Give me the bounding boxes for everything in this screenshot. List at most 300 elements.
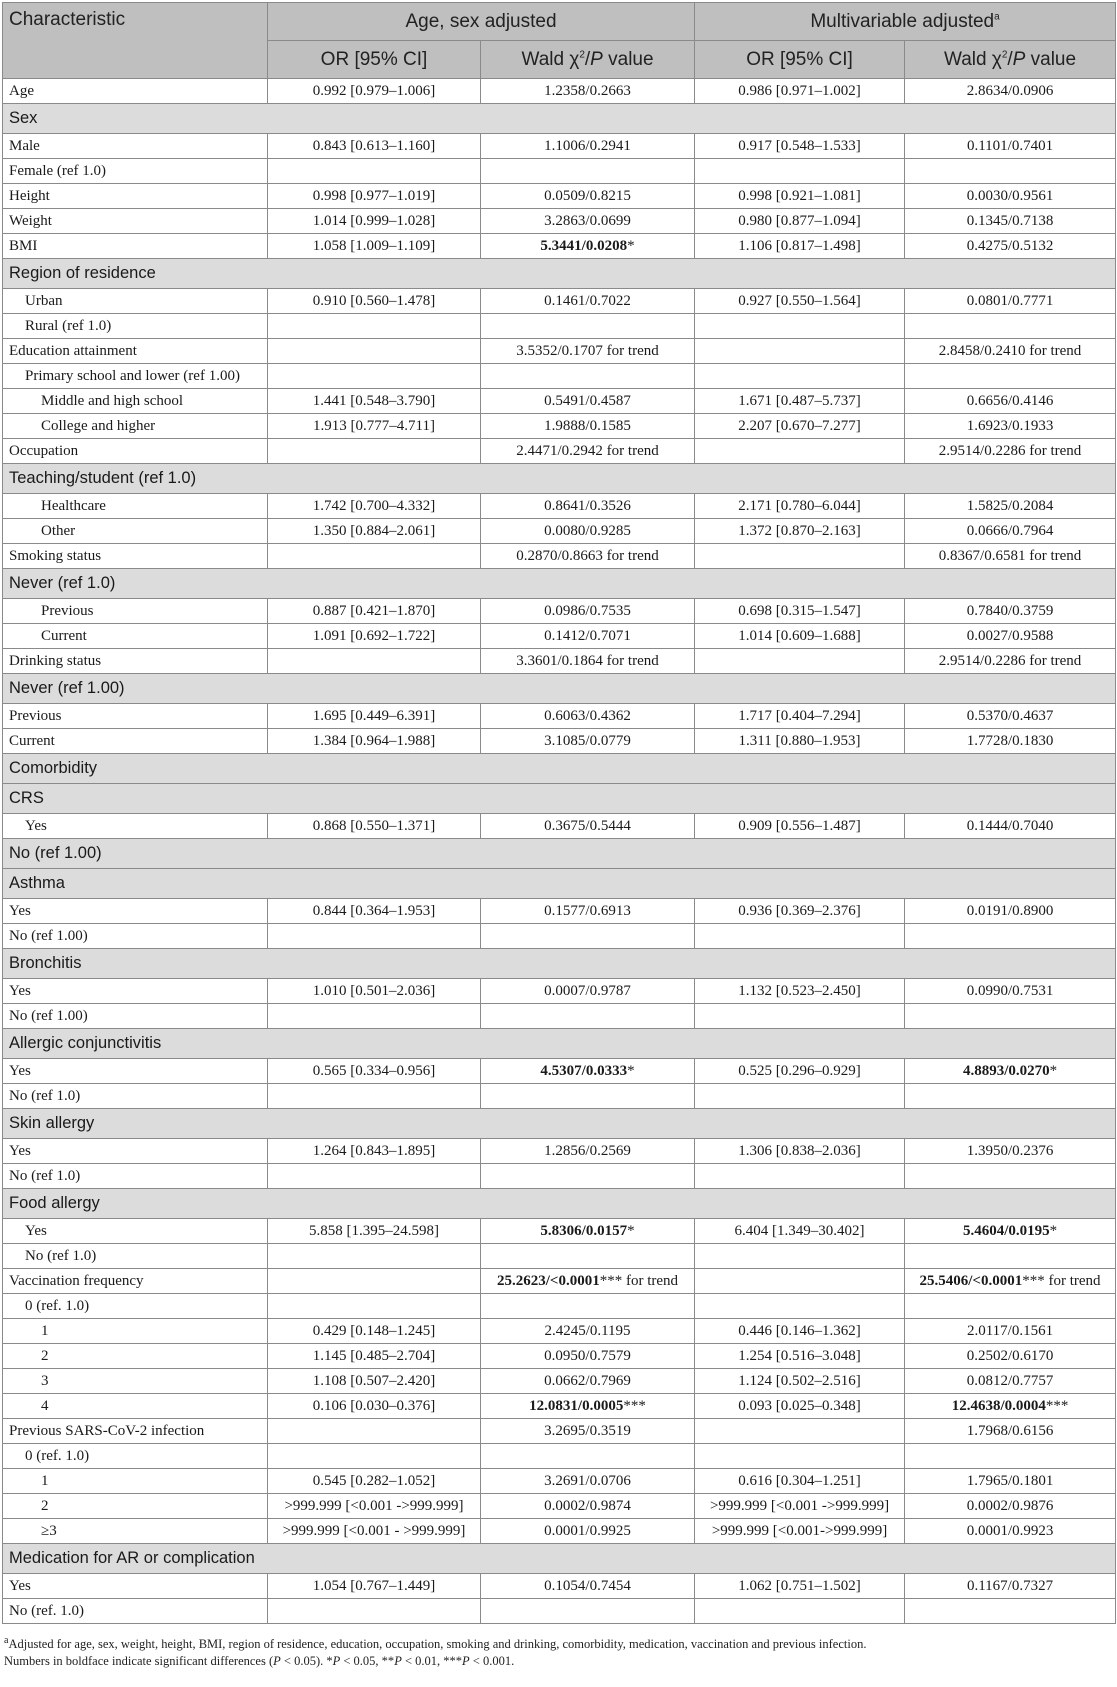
wald-value: 0.8367/0.6581 for trend [938, 548, 1082, 564]
or-ci-cell: 0.698 [0.315–1.547] [695, 599, 905, 624]
odds-ratio-table [2, 2, 1116, 1624]
row-label: 1 [3, 1469, 268, 1494]
wald-value: 0.0986/0.7535 [544, 603, 631, 619]
wald-value: 0.0509/0.8215 [544, 188, 631, 204]
wald-cell [905, 1519, 1116, 1544]
or-ci-cell: 1.717 [0.404–7.294] [695, 704, 905, 729]
wald-cell [481, 339, 695, 364]
or-ci-cell: 0.429 [0.148–1.245] [268, 1319, 481, 1344]
wald-superscript: 2 [1001, 49, 1008, 61]
or-ci-cell: 1.254 [0.516–3.048] [695, 1344, 905, 1369]
or-ci-cell [268, 1444, 481, 1469]
or-ci-cell [695, 439, 905, 464]
or-ci-cell: 2.171 [0.780–6.044] [695, 494, 905, 519]
wald-cell [481, 494, 695, 519]
wald-value: 0.0812/0.7757 [966, 1373, 1054, 1389]
row-label: Previous SARS-CoV-2 infection [3, 1419, 268, 1444]
row-label: BMI [3, 234, 268, 259]
footnote-p: P [462, 1654, 470, 1668]
table-row [3, 1004, 1116, 1029]
wald-cell [481, 1394, 695, 1419]
row-label: Other [3, 519, 268, 544]
or-ci-cell: 1.054 [0.767–1.449] [268, 1574, 481, 1599]
wald-cell [905, 234, 1116, 259]
wald-value: 3.2863/0.0699 [544, 213, 631, 229]
table-row [3, 159, 1116, 184]
wald-cell [481, 1164, 695, 1189]
footnote-adjustment [2, 1636, 1115, 1653]
significance-marker: *** [1045, 1398, 1069, 1414]
row-label: Healthcare [3, 494, 268, 519]
row-label: Age [3, 79, 268, 104]
wald-label: Wald χ [521, 48, 580, 70]
section-label: Bronchitis [3, 949, 1116, 979]
wald-value: 0.4275/0.5132 [966, 238, 1054, 254]
wald-value: 0.5370/0.4637 [966, 708, 1054, 724]
wald-cell [481, 439, 695, 464]
or-ci-cell [695, 544, 905, 569]
wald-cell [481, 1244, 695, 1269]
wald-cell [481, 1469, 695, 1494]
row-label: No (ref 1.0) [3, 1244, 268, 1269]
or-ci-cell: 0.106 [0.030–0.376] [268, 1394, 481, 1419]
wald-cell [905, 1369, 1116, 1394]
or-ci-cell [268, 1164, 481, 1189]
or-ci-cell [268, 1294, 481, 1319]
or-ci-cell [695, 1004, 905, 1029]
section-label: Asthma [3, 869, 1116, 899]
wald-cell [481, 1294, 695, 1319]
significant-value: 5.8306/0.0157 [540, 1223, 628, 1239]
or-ci-cell: 1.062 [0.751–1.502] [695, 1574, 905, 1599]
or-ci-cell [268, 364, 481, 389]
or-ci-cell: >999.999 [<0.001 ->999.999] [695, 1494, 905, 1519]
row-label: Yes [3, 1139, 268, 1164]
wald-cell [481, 1269, 695, 1294]
wald-value: 0.7840/0.3759 [966, 603, 1054, 619]
wald-value: 0.6656/0.4146 [966, 393, 1054, 409]
wald-value: 0.0001/0.9923 [966, 1523, 1054, 1539]
table-row [3, 234, 1116, 259]
row-label: 2 [3, 1494, 268, 1519]
or-ci-cell [268, 1004, 481, 1029]
row-label: College and higher [3, 414, 268, 439]
footnote-text: < 0.001. [469, 1654, 515, 1668]
table-row [3, 1444, 1116, 1469]
wald-cell [481, 1444, 695, 1469]
table-row [3, 1394, 1116, 1419]
wald-cell [905, 1164, 1116, 1189]
table-row [3, 1574, 1116, 1599]
or-ci-cell: 0.093 [0.025–0.348] [695, 1394, 905, 1419]
table-row [3, 1494, 1116, 1519]
or-ci-cell: 1.010 [0.501–2.036] [268, 979, 481, 1004]
wald-cell [481, 1059, 695, 1084]
table-row [3, 1084, 1116, 1109]
wald-cell [905, 134, 1116, 159]
section-label: Allergic conjunctivitis [3, 1029, 1116, 1059]
footnote-p: P [273, 1654, 281, 1668]
or-ci-cell: >999.999 [<0.001 ->999.999] [268, 1494, 481, 1519]
or-ci-cell [268, 1084, 481, 1109]
section-label: Never (ref 1.0) [3, 569, 1116, 599]
table-row [3, 1219, 1116, 1244]
or-ci-cell: 1.145 [0.485–2.704] [268, 1344, 481, 1369]
table-row [3, 979, 1116, 1004]
wald-cell [481, 729, 695, 754]
table-row [3, 1319, 1116, 1344]
wald-cell [481, 134, 695, 159]
or-ci-cell: 1.671 [0.487–5.737] [695, 389, 905, 414]
or-ci-cell: 1.913 [0.777–4.711] [268, 414, 481, 439]
results-table-container [2, 2, 1115, 1670]
table-row [3, 704, 1116, 729]
table-row [3, 414, 1116, 439]
wald-cell [905, 924, 1116, 949]
or-ci-cell: 1.124 [0.502–2.516] [695, 1369, 905, 1394]
significant-value: 12.4638/0.0004 [951, 1398, 1046, 1414]
or-ci-cell [695, 339, 905, 364]
wald-value: 1.7728/0.1830 [966, 733, 1054, 749]
wald-cell [905, 1244, 1116, 1269]
table-row [3, 624, 1116, 649]
wald-value: 0.1054/0.7454 [544, 1578, 631, 1594]
or-ci-cell [268, 1244, 481, 1269]
wald-cell [905, 979, 1116, 1004]
wald-cell [905, 209, 1116, 234]
wald-value: 1.7968/0.6156 [966, 1423, 1054, 1439]
table-row [3, 1244, 1116, 1269]
wald-value: 2.8634/0.0906 [966, 83, 1054, 99]
significant-value: 4.5307/0.0333 [540, 1063, 628, 1079]
section-row [3, 104, 1116, 134]
or-ci-cell [695, 649, 905, 674]
wald-value: 0.2502/0.6170 [966, 1348, 1054, 1364]
table-row [3, 364, 1116, 389]
table-body [3, 79, 1116, 1624]
wald-value: 2.4245/0.1195 [544, 1323, 631, 1339]
or-ci-cell: >999.999 [<0.001->999.999] [695, 1519, 905, 1544]
wald-value: 0.0027/0.9588 [966, 628, 1054, 644]
wald-value: 0.1577/0.6913 [544, 903, 631, 919]
or-ci-cell: 1.108 [0.507–2.420] [268, 1369, 481, 1394]
or-ci-cell [695, 314, 905, 339]
wald-cell [481, 1219, 695, 1244]
wald-cell [905, 899, 1116, 924]
or-ci-cell [695, 1444, 905, 1469]
wald-slash: / [584, 48, 591, 70]
wald-cell [481, 234, 695, 259]
or-ci-cell: 2.207 [0.670–7.277] [695, 414, 905, 439]
or-ci-cell: 0.986 [0.971–1.002] [695, 79, 905, 104]
wald-value: 0.6063/0.4362 [544, 708, 631, 724]
wald-cell [481, 414, 695, 439]
or-ci-cell [268, 1269, 481, 1294]
wald-value: 0.0030/0.9561 [966, 188, 1054, 204]
wald-cell [905, 649, 1116, 674]
or-ci-cell [695, 1244, 905, 1269]
or-ci-cell: 0.887 [0.421–1.870] [268, 599, 481, 624]
footnote-adjustment-text: Adjusted for age, sex, weight, height, BMI, region of residence, education, occupation, smoking and drinking, comorbidity, medication, vaccination and previous infection. [8, 1637, 867, 1651]
table-row [3, 519, 1116, 544]
footnote-text: < 0.01, *** [401, 1654, 463, 1668]
or-ci-cell [695, 1294, 905, 1319]
wald-cell [905, 364, 1116, 389]
or-ci-cell: 1.132 [0.523–2.450] [695, 979, 905, 1004]
section-row [3, 464, 1116, 494]
or-ci-cell: 0.910 [0.560–1.478] [268, 289, 481, 314]
row-label: Yes [3, 814, 268, 839]
footnote-text: < 0.05, ** [340, 1654, 395, 1668]
wald-value: 0.1461/0.7022 [544, 293, 631, 309]
wald-value: 0.1345/0.7138 [966, 213, 1054, 229]
wald-value: 0.0001/0.9925 [544, 1523, 631, 1539]
wald-value: 0.1167/0.7327 [966, 1578, 1054, 1594]
wald-cell [481, 364, 695, 389]
section-row [3, 674, 1116, 704]
wald-value: 0.1444/0.7040 [966, 818, 1054, 834]
wald-cell [481, 1519, 695, 1544]
row-label: 1 [3, 1319, 268, 1344]
wald-value: 1.5825/0.2084 [966, 498, 1054, 514]
wald-cell [481, 79, 695, 104]
wald-cell [481, 1344, 695, 1369]
table-row [3, 1164, 1116, 1189]
row-label: No (ref 1.0) [3, 1164, 268, 1189]
significant-value: 4.8893/0.0270 [962, 1063, 1050, 1079]
wald-cell [481, 1084, 695, 1109]
table-row [3, 289, 1116, 314]
wald-cell [905, 729, 1116, 754]
table-row [3, 899, 1116, 924]
footnote-marker: a [4, 1634, 9, 1646]
or-ci-cell [695, 1269, 905, 1294]
or-ci-cell: 0.525 [0.296–0.929] [695, 1059, 905, 1084]
table-row [3, 1599, 1116, 1624]
wald-cell [481, 1004, 695, 1029]
row-label: Yes [3, 899, 268, 924]
or-ci-cell [268, 339, 481, 364]
wald-value: 3.5352/0.1707 for trend [516, 343, 659, 359]
row-label: Drinking status [3, 649, 268, 674]
or-ci-cell [695, 1599, 905, 1624]
wald-value: 1.6923/0.1933 [966, 418, 1054, 434]
or-ci-cell: 0.844 [0.364–1.953] [268, 899, 481, 924]
footnote-significance [2, 1653, 1115, 1670]
section-label: Food allergy [3, 1189, 1116, 1219]
wald-value: 0.0080/0.9285 [544, 523, 631, 539]
or-ci-cell [268, 1419, 481, 1444]
row-label: Height [3, 184, 268, 209]
wald-cell [905, 599, 1116, 624]
or-ci-cell: 1.695 [0.449–6.391] [268, 704, 481, 729]
row-label: Middle and high school [3, 389, 268, 414]
table-row [3, 649, 1116, 674]
section-row [3, 1029, 1116, 1059]
or-ci-cell: 1.441 [0.548–3.790] [268, 389, 481, 414]
wald-value: 2.4471/0.2942 for trend [516, 443, 659, 459]
wald-value: 1.2358/0.2663 [544, 83, 631, 99]
wald-cell [905, 414, 1116, 439]
or-ci-cell: 1.306 [0.838–2.036] [695, 1139, 905, 1164]
table-row [3, 1469, 1116, 1494]
header-multivariable-label: Multivariable adjusted [810, 10, 995, 32]
header-characteristic: Characteristic [3, 3, 268, 79]
row-label: 4 [3, 1394, 268, 1419]
row-label: 2 [3, 1344, 268, 1369]
wald-value: 3.3601/0.1864 for trend [516, 653, 659, 669]
row-label: No (ref 1.00) [3, 1004, 268, 1029]
table-row [3, 1059, 1116, 1084]
row-label: 0 (ref. 1.0) [3, 1294, 268, 1319]
wald-cell [481, 899, 695, 924]
header-multivariable-adjusted [695, 3, 1116, 41]
or-ci-cell: 1.742 [0.700–4.332] [268, 494, 481, 519]
footnote-p: P [394, 1654, 402, 1668]
row-label: Rural (ref 1.0) [3, 314, 268, 339]
wald-cell [905, 1059, 1116, 1084]
row-label: Weight [3, 209, 268, 234]
row-label: Occupation [3, 439, 268, 464]
significance-marker: * [627, 1223, 635, 1239]
wald-p: P [590, 48, 603, 70]
significant-value: 12.0831/0.0005 [529, 1398, 624, 1414]
wald-cell [905, 289, 1116, 314]
or-ci-cell: 1.264 [0.843–1.895] [268, 1139, 481, 1164]
table-row [3, 924, 1116, 949]
section-row [3, 1189, 1116, 1219]
or-ci-cell: 0.843 [0.613–1.160] [268, 134, 481, 159]
or-ci-cell [268, 314, 481, 339]
significance-marker: * [1049, 1063, 1058, 1079]
section-row [3, 754, 1116, 784]
significance-marker: *** [623, 1398, 646, 1414]
wald-slash: / [1007, 48, 1013, 70]
wald-cell [905, 439, 1116, 464]
wald-cell [481, 1369, 695, 1394]
row-label: Smoking status [3, 544, 268, 569]
row-label: Yes [3, 1219, 268, 1244]
section-label: Sex [3, 104, 1116, 134]
or-ci-cell: 5.858 [1.395–24.598] [268, 1219, 481, 1244]
or-ci-cell [268, 159, 481, 184]
row-label: Current [3, 729, 268, 754]
wald-cell [481, 1574, 695, 1599]
wald-cell [481, 209, 695, 234]
row-label: Vaccination frequency [3, 1269, 268, 1294]
wald-value: value [602, 48, 654, 70]
or-ci-cell: 1.311 [0.880–1.953] [695, 729, 905, 754]
section-label: Skin allergy [3, 1109, 1116, 1139]
section-row [3, 569, 1116, 599]
table-row [3, 1344, 1116, 1369]
or-ci-cell: 0.616 [0.304–1.251] [695, 1469, 905, 1494]
or-ci-cell [268, 439, 481, 464]
significant-value: 25.2623/<0.0001 [496, 1273, 600, 1289]
or-ci-cell: 0.936 [0.369–2.376] [695, 899, 905, 924]
footnote-text: < 0.05). * [280, 1654, 333, 1668]
significance-marker: * [627, 238, 635, 254]
wald-cell [905, 1574, 1116, 1599]
significance-marker: * [1049, 1223, 1058, 1239]
table-row [3, 79, 1116, 104]
or-ci-cell [695, 159, 905, 184]
wald-cell [905, 1269, 1116, 1294]
or-ci-cell: 0.446 [0.146–1.362] [695, 1319, 905, 1344]
significance-marker: *** for trend [599, 1273, 679, 1289]
wald-cell [905, 494, 1116, 519]
significant-value: 5.3441/0.0208 [540, 238, 628, 254]
section-label: Teaching/student (ref 1.0) [3, 464, 1116, 494]
wald-value: 2.9514/0.2286 for trend [938, 443, 1082, 459]
or-ci-cell: 0.868 [0.550–1.371] [268, 814, 481, 839]
or-ci-cell: 1.014 [0.999–1.028] [268, 209, 481, 234]
or-ci-cell: 0.998 [0.977–1.019] [268, 184, 481, 209]
or-ci-cell: 1.384 [0.964–1.988] [268, 729, 481, 754]
wald-cell [905, 1004, 1116, 1029]
table-header [3, 3, 1116, 79]
section-row [3, 869, 1116, 899]
significance-marker: * [627, 1063, 635, 1079]
or-ci-cell [695, 364, 905, 389]
wald-cell [905, 1084, 1116, 1109]
wald-cell [481, 704, 695, 729]
section-row [3, 839, 1116, 869]
wald-cell [905, 1394, 1116, 1419]
wald-value: 1.2856/0.2569 [544, 1143, 631, 1159]
wald-cell [905, 1294, 1116, 1319]
row-label: No (ref 1.0) [3, 1084, 268, 1109]
or-ci-cell: 0.909 [0.556–1.487] [695, 814, 905, 839]
wald-value: 3.2695/0.3519 [544, 1423, 631, 1439]
or-ci-cell [695, 1164, 905, 1189]
wald-value: 0.2870/0.8663 for trend [516, 548, 659, 564]
row-label: Yes [3, 979, 268, 1004]
table-row [3, 134, 1116, 159]
wald-cell [905, 814, 1116, 839]
row-label: Current [3, 624, 268, 649]
table-row [3, 544, 1116, 569]
wald-value: 0.0990/0.7531 [966, 983, 1054, 999]
wald-value: 1.7965/0.1801 [966, 1473, 1054, 1489]
wald-value: 0.3675/0.5444 [544, 818, 631, 834]
table-row [3, 339, 1116, 364]
section-label: Never (ref 1.00) [3, 674, 1116, 704]
wald-cell [905, 159, 1116, 184]
row-label: Female (ref 1.0) [3, 159, 268, 184]
wald-cell [905, 704, 1116, 729]
header-footnote-marker: a [994, 11, 1000, 23]
row-label: Primary school and lower (ref 1.00) [3, 364, 268, 389]
significant-value: 5.4604/0.0195 [962, 1223, 1050, 1239]
header-wald-1 [481, 41, 695, 79]
row-label: Male [3, 134, 268, 159]
or-ci-cell: 1.372 [0.870–2.163] [695, 519, 905, 544]
or-ci-cell [268, 1599, 481, 1624]
wald-cell [905, 79, 1116, 104]
wald-value: 0.5491/0.4587 [544, 393, 631, 409]
wald-value: 1.9888/0.1585 [544, 418, 631, 434]
wald-cell [481, 1599, 695, 1624]
table-row [3, 209, 1116, 234]
table-row [3, 1294, 1116, 1319]
wald-value: 3.1085/0.0779 [544, 733, 631, 749]
wald-cell [481, 649, 695, 674]
or-ci-cell: 1.350 [0.884–2.061] [268, 519, 481, 544]
or-ci-cell [268, 544, 481, 569]
wald-cell [481, 924, 695, 949]
wald-label: Wald χ [943, 48, 1002, 70]
